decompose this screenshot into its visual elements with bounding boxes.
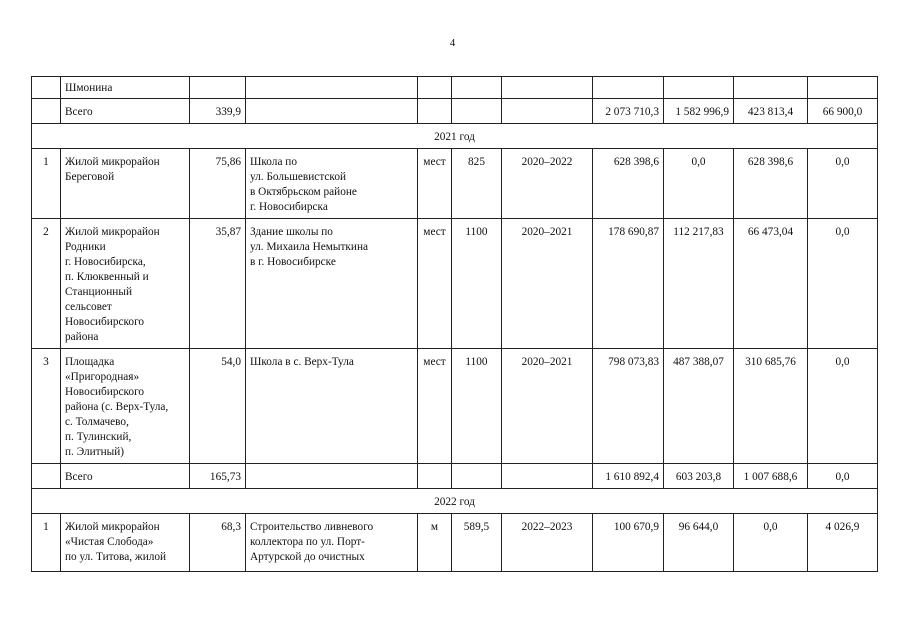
- location-cell: Жилой микрорайон «Чистая Слобода» по ул. Титова, жилой: [61, 514, 190, 572]
- total-area: 165,73: [190, 464, 246, 489]
- period-cell: 2020–2022: [502, 149, 593, 219]
- capacity-cell: 1100: [452, 219, 502, 349]
- total-value1: 2 073 710,3: [593, 99, 664, 124]
- total-value4: 0,0: [808, 464, 878, 489]
- object-cell: Строительство ливневого коллектора по ул. Порт- Артурской до очистных: [246, 514, 418, 572]
- page-number: 4: [449, 37, 456, 49]
- location-cell: Жилой микрорайон Береговой: [61, 149, 190, 219]
- table-row: [32, 77, 878, 99]
- unit-cell: мест: [418, 349, 452, 464]
- total-value2: 603 203,8: [664, 464, 734, 489]
- capacity-cell: 1100: [452, 349, 502, 464]
- capacity-cell: 825: [452, 149, 502, 219]
- value3-cell: 0,0: [734, 514, 808, 572]
- value2-cell: 96 644,0: [664, 514, 734, 572]
- value4-cell: [808, 77, 878, 99]
- value1-cell: 798 073,83: [593, 349, 664, 464]
- total-value4: 66 900,0: [808, 99, 878, 124]
- section-row: [32, 124, 878, 149]
- value3-cell: 66 473,04: [734, 219, 808, 349]
- total-value1: 1 610 892,4: [593, 464, 664, 489]
- location-cell: Площадка «Пригородная» Новосибирского района (с. Верх-Тула, с. Толмачево, п. Тулинский, п. Элитный): [61, 349, 190, 464]
- value1-cell: 178 690,87: [593, 219, 664, 349]
- total-area: 339,9: [190, 99, 246, 124]
- row-number-cell: 2: [32, 219, 61, 349]
- value2-cell: 487 388,07: [664, 349, 734, 464]
- total-value3: 423 813,4: [734, 99, 808, 124]
- value2-cell: 112 217,83: [664, 219, 734, 349]
- object-cell: Школа в с. Верх-Тула: [246, 349, 418, 464]
- row-number-cell: 3: [32, 349, 61, 464]
- area-cell: 75,86: [190, 149, 246, 219]
- object-cell: [246, 77, 418, 99]
- period-cell: [502, 77, 593, 99]
- capacity-cell: [452, 77, 502, 99]
- total-value2: 1 582 996,9: [664, 99, 734, 124]
- area-cell: 68,3: [190, 514, 246, 572]
- value4-cell: 4 026,9: [808, 514, 878, 572]
- value4-cell: 0,0: [808, 219, 878, 349]
- table-row: [32, 149, 878, 219]
- value4-cell: 0,0: [808, 349, 878, 464]
- table-row: [32, 219, 878, 349]
- value2-cell: 0,0: [664, 149, 734, 219]
- unit-cell: мест: [418, 219, 452, 349]
- total-label: Всего: [61, 464, 190, 489]
- value1-cell: [593, 77, 664, 99]
- period-cell: 2020–2021: [502, 219, 593, 349]
- section-title-2022: 2022 год: [32, 489, 878, 514]
- location-cell: Жилой микрорайон Родники г. Новосибирска, п. Клюквенный и Станционный сельсовет Новосибирского района: [61, 219, 190, 349]
- value4-cell: 0,0: [808, 149, 878, 219]
- period-cell: 2022–2023: [502, 514, 593, 572]
- row-number-cell: [32, 77, 61, 99]
- object-cell: Здание школы по ул. Михаила Немыткина в г. Новосибирске: [246, 219, 418, 349]
- total-value3: 1 007 688,6: [734, 464, 808, 489]
- total-row: [32, 99, 878, 124]
- value3-cell: 628 398,6: [734, 149, 808, 219]
- value3-cell: 310 685,76: [734, 349, 808, 464]
- capacity-cell: 589,5: [452, 514, 502, 572]
- unit-cell: м: [418, 514, 452, 572]
- section-title-2021: 2021 год: [32, 124, 878, 149]
- value1-cell: 628 398,6: [593, 149, 664, 219]
- value3-cell: [734, 77, 808, 99]
- unit-cell: мест: [418, 149, 452, 219]
- total-row: [32, 464, 878, 489]
- period-cell: 2020–2021: [502, 349, 593, 464]
- area-cell: 35,87: [190, 219, 246, 349]
- area-cell: [190, 77, 246, 99]
- table-row: [32, 349, 878, 464]
- total-label: Всего: [61, 99, 190, 124]
- construction-table: [31, 76, 878, 572]
- value2-cell: [664, 77, 734, 99]
- row-number-cell: 1: [32, 514, 61, 572]
- location-cell: Шмонина: [61, 77, 190, 99]
- area-cell: 54,0: [190, 349, 246, 464]
- object-cell: Школа по ул. Большевистской в Октябрьском районе г. Новосибирска: [246, 149, 418, 219]
- unit-cell: [418, 77, 452, 99]
- value1-cell: 100 670,9: [593, 514, 664, 572]
- section-row: [32, 489, 878, 514]
- table-row: [32, 514, 878, 572]
- row-number-cell: 1: [32, 149, 61, 219]
